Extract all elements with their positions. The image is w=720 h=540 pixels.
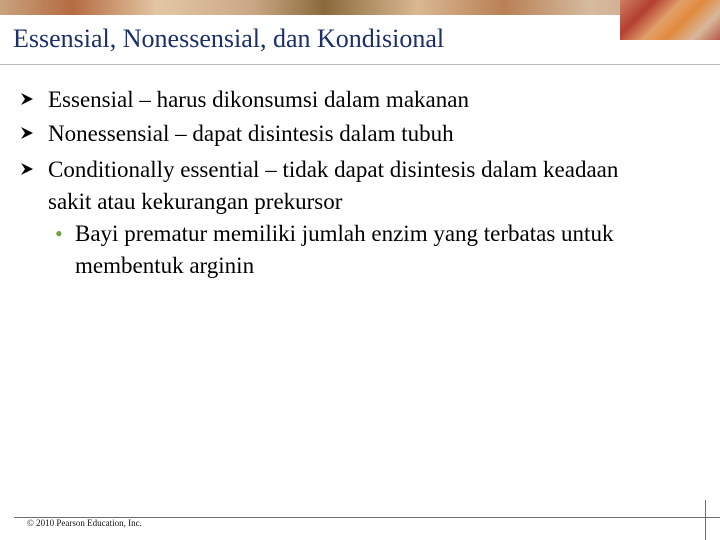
copyright-text: © 2010 Pearson Education, Inc. (27, 518, 142, 528)
title-divider (0, 64, 720, 65)
sub-bullet-dot-icon: • (55, 221, 63, 246)
arrow-bullet-icon (20, 162, 34, 176)
bullet-text: Essensial – harus dikonsumsi dalam makanan (48, 87, 469, 112)
arrow-bullet-icon (20, 92, 34, 106)
header-photo-image (620, 0, 720, 40)
bullet-text: Nonessensial – dapat disintesis dalam tubuh (48, 121, 454, 146)
header-banner-image (0, 0, 720, 15)
arrow-bullet-icon (20, 126, 34, 140)
bullet-text: Conditionally essential – tidak dapat disintesis dalam keadaan sakit atau kekurangan prekursor (48, 157, 619, 214)
slide-title: Essensial, Nonessensial, dan Kondisional (13, 24, 445, 53)
sub-bullet-text: Bayi prematur memiliki jumlah enzim yang terbatas untuk membentuk arginin (75, 221, 614, 278)
footer-corner-line (705, 500, 706, 540)
